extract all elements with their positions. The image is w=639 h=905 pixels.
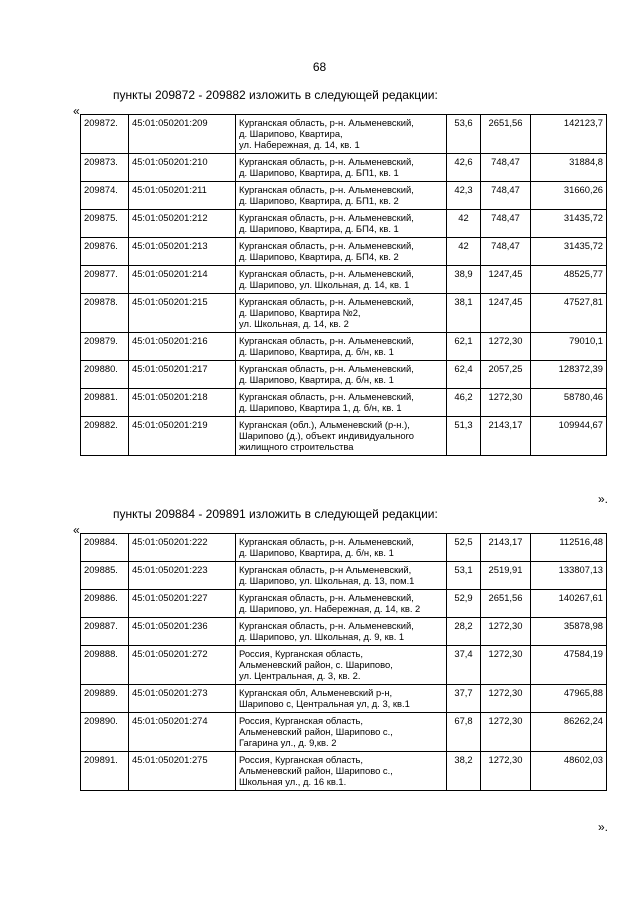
area-cell: 38,9 — [447, 266, 481, 294]
cadastral-value-cell: 142123,7 — [531, 115, 607, 154]
table-row — [81, 562, 607, 590]
table-row — [81, 389, 607, 417]
area-cell: 37,7 — [447, 685, 481, 713]
item-number: 209880. — [81, 361, 129, 389]
rate-cell: 1272,30 — [481, 333, 531, 361]
rate-cell: 2057,25 — [481, 361, 531, 389]
rate-cell: 748,47 — [481, 154, 531, 182]
rate-cell: 748,47 — [481, 182, 531, 210]
area-cell: 62,4 — [447, 361, 481, 389]
cadastral-number: 45:01:050201:275 — [129, 752, 236, 791]
address-cell: Курганская область, р-н. Альменевский, д. Шарипово, ул. Набережная, д. 14, кв. 2 — [236, 590, 447, 618]
item-number: 209876. — [81, 238, 129, 266]
table-row — [81, 266, 607, 294]
rate-cell: 748,47 — [481, 210, 531, 238]
item-number: 209886. — [81, 590, 129, 618]
area-cell: 51,3 — [447, 417, 481, 456]
cadastral-number: 45:01:050201:218 — [129, 389, 236, 417]
address-cell: Курганская область, р-н. Альменевский, д. Шарипово, Квартира 1, д. б/н, кв. 1 — [236, 389, 447, 417]
item-number: 209891. — [81, 752, 129, 791]
area-cell: 52,9 — [447, 590, 481, 618]
rate-cell: 2143,17 — [481, 534, 531, 562]
table-row — [81, 361, 607, 389]
table-row — [81, 182, 607, 210]
rate-cell: 748,47 — [481, 238, 531, 266]
cadastral-number: 45:01:050201:272 — [129, 646, 236, 685]
area-cell: 52,5 — [447, 534, 481, 562]
address-cell: Курганская область, р-н. Альменевский, д. Шарипово, Квартира, д. БП1, кв. 1 — [236, 154, 447, 182]
cadastral-number: 45:01:050201:211 — [129, 182, 236, 210]
address-cell: Курганская область, р-н. Альменевский, д. Шарипово, Квартира, д. БП4, кв. 1 — [236, 210, 447, 238]
rate-cell: 1272,30 — [481, 685, 531, 713]
cadastral-number: 45:01:050201:219 — [129, 417, 236, 456]
address-cell: Курганская (обл.), Альменевский (р-н.), Шарипово (д.), объект индивидуального жилищного строительства — [236, 417, 447, 456]
table-row — [81, 294, 607, 333]
table-row — [81, 534, 607, 562]
cadastral-value-cell: 31660,26 — [531, 182, 607, 210]
item-number: 209890. — [81, 713, 129, 752]
table-row — [81, 333, 607, 361]
item-number: 209874. — [81, 182, 129, 210]
cadastral-number: 45:01:050201:236 — [129, 618, 236, 646]
rate-cell: 1247,45 — [481, 294, 531, 333]
table-row — [81, 685, 607, 713]
area-cell: 67,8 — [447, 713, 481, 752]
opening-quote-2: « — [73, 523, 80, 537]
section-intro-1: пункты 209872 - 209882 изложить в следующей редакции: — [113, 88, 438, 102]
table-row — [81, 210, 607, 238]
item-number: 209885. — [81, 562, 129, 590]
rate-cell: 1272,30 — [481, 618, 531, 646]
closing-quote-1: ». — [598, 492, 609, 506]
area-cell: 42,6 — [447, 154, 481, 182]
area-cell: 46,2 — [447, 389, 481, 417]
cadastral-value-cell: 112516,48 — [531, 534, 607, 562]
cadastral-number: 45:01:050201:223 — [129, 562, 236, 590]
table-row — [81, 115, 607, 154]
address-cell: Россия, Курганская область, Альменевский район, Шарипово с., Гагарина ул., д. 9,кв. 2 — [236, 713, 447, 752]
property-table-1 — [80, 114, 607, 456]
cadastral-value-cell: 47965,88 — [531, 685, 607, 713]
rate-cell: 2651,56 — [481, 115, 531, 154]
item-number: 209875. — [81, 210, 129, 238]
cadastral-value-cell: 48525,77 — [531, 266, 607, 294]
area-cell: 38,2 — [447, 752, 481, 791]
cadastral-number: 45:01:050201:214 — [129, 266, 236, 294]
cadastral-value-cell: 47527,81 — [531, 294, 607, 333]
section-intro-2: пункты 209884 - 209891 изложить в следующей редакции: — [113, 507, 438, 521]
table-row — [81, 417, 607, 456]
cadastral-value-cell: 109944,67 — [531, 417, 607, 456]
cadastral-value-cell: 86262,24 — [531, 713, 607, 752]
cadastral-value-cell: 31435,72 — [531, 238, 607, 266]
address-cell: Курганская область, р-н Альменевский, д. Шарипово, ул. Школьная, д. 13, пом.1 — [236, 562, 447, 590]
area-cell: 28,2 — [447, 618, 481, 646]
item-number: 209884. — [81, 534, 129, 562]
area-cell: 42,3 — [447, 182, 481, 210]
item-number: 209887. — [81, 618, 129, 646]
page-number: 68 — [312, 60, 327, 74]
property-table-2 — [80, 533, 607, 791]
table-row — [81, 752, 607, 791]
rate-cell: 2143,17 — [481, 417, 531, 456]
cadastral-number: 45:01:050201:210 — [129, 154, 236, 182]
cadastral-value-cell: 128372,39 — [531, 361, 607, 389]
item-number: 209889. — [81, 685, 129, 713]
cadastral-value-cell: 133807,13 — [531, 562, 607, 590]
rate-cell: 2651,56 — [481, 590, 531, 618]
address-cell: Курганская область, р-н. Альменевский, д. Шарипово, Квартира, ул. Набережная, д. 14, кв. 1 — [236, 115, 447, 154]
address-cell: Курганская область, р-н. Альменевский, д. Шарипово, Квартира №2, ул. Школьная, д. 14, кв. 2 — [236, 294, 447, 333]
cadastral-number: 45:01:050201:213 — [129, 238, 236, 266]
cadastral-value-cell: 58780,46 — [531, 389, 607, 417]
cadastral-number: 45:01:050201:274 — [129, 713, 236, 752]
cadastral-value-cell: 79010,1 — [531, 333, 607, 361]
rate-cell: 1272,30 — [481, 752, 531, 791]
item-number: 209882. — [81, 417, 129, 456]
cadastral-value-cell: 48602,03 — [531, 752, 607, 791]
cadastral-value-cell: 47584,19 — [531, 646, 607, 685]
cadastral-number: 45:01:050201:217 — [129, 361, 236, 389]
cadastral-number: 45:01:050201:222 — [129, 534, 236, 562]
cadastral-number: 45:01:050201:215 — [129, 294, 236, 333]
item-number: 209888. — [81, 646, 129, 685]
closing-quote-2: ». — [598, 820, 609, 834]
item-number: 209877. — [81, 266, 129, 294]
table-row — [81, 618, 607, 646]
table-row — [81, 238, 607, 266]
cadastral-number: 45:01:050201:227 — [129, 590, 236, 618]
address-cell: Курганская область, р-н. Альменевский, д. Шарипово, Квартира, д. БП1, кв. 2 — [236, 182, 447, 210]
table-row — [81, 154, 607, 182]
rate-cell: 1272,30 — [481, 389, 531, 417]
area-cell: 42 — [447, 238, 481, 266]
table-row — [81, 646, 607, 685]
address-cell: Курганская область, р-н. Альменевский, д. Шарипово, ул. Школьная, д. 14, кв. 1 — [236, 266, 447, 294]
rate-cell: 1247,45 — [481, 266, 531, 294]
cadastral-value-cell: 31435,72 — [531, 210, 607, 238]
opening-quote-1: « — [73, 104, 80, 118]
area-cell: 42 — [447, 210, 481, 238]
address-cell: Курганская область, р-н. Альменевский, д. Шарипово, Квартира, д. б/н, кв. 1 — [236, 333, 447, 361]
address-cell: Курганская область, р-н. Альменевский, д. Шарипово, ул. Школьная, д. 9, кв. 1 — [236, 618, 447, 646]
cadastral-value-cell: 31884,8 — [531, 154, 607, 182]
area-cell: 62,1 — [447, 333, 481, 361]
item-number: 209872. — [81, 115, 129, 154]
address-cell: Курганская область, р-н. Альменевский, д. Шарипово, Квартира, д. БП4, кв. 2 — [236, 238, 447, 266]
area-cell: 53,1 — [447, 562, 481, 590]
item-number: 209873. — [81, 154, 129, 182]
table-row — [81, 590, 607, 618]
cadastral-number: 45:01:050201:209 — [129, 115, 236, 154]
area-cell: 38,1 — [447, 294, 481, 333]
address-cell: Россия, Курганская область, Альменевский район, с. Шарипово, ул. Центральная, д. 3, кв. 2. — [236, 646, 447, 685]
rate-cell: 1272,30 — [481, 713, 531, 752]
address-cell: Курганская область, р-н. Альменевский, д. Шарипово, Квартира, д. б/н, кв. 1 — [236, 361, 447, 389]
address-cell: Курганская область, р-н. Альменевский, д. Шарипово, Квартира, д. б/н, кв. 1 — [236, 534, 447, 562]
cadastral-number: 45:01:050201:216 — [129, 333, 236, 361]
item-number: 209879. — [81, 333, 129, 361]
address-cell: Курганская обл, Альменевский р-н, Шарипово с, Центральная ул, д. 3, кв.1 — [236, 685, 447, 713]
cadastral-value-cell: 140267,61 — [531, 590, 607, 618]
rate-cell: 2519,91 — [481, 562, 531, 590]
cadastral-value-cell: 35878,98 — [531, 618, 607, 646]
item-number: 209878. — [81, 294, 129, 333]
address-cell: Россия, Курганская область, Альменевский район, Шарипово с., Школьная ул., д. 16 кв.1. — [236, 752, 447, 791]
item-number: 209881. — [81, 389, 129, 417]
cadastral-number: 45:01:050201:273 — [129, 685, 236, 713]
area-cell: 37,4 — [447, 646, 481, 685]
rate-cell: 1272,30 — [481, 646, 531, 685]
cadastral-number: 45:01:050201:212 — [129, 210, 236, 238]
table-row — [81, 713, 607, 752]
area-cell: 53,6 — [447, 115, 481, 154]
